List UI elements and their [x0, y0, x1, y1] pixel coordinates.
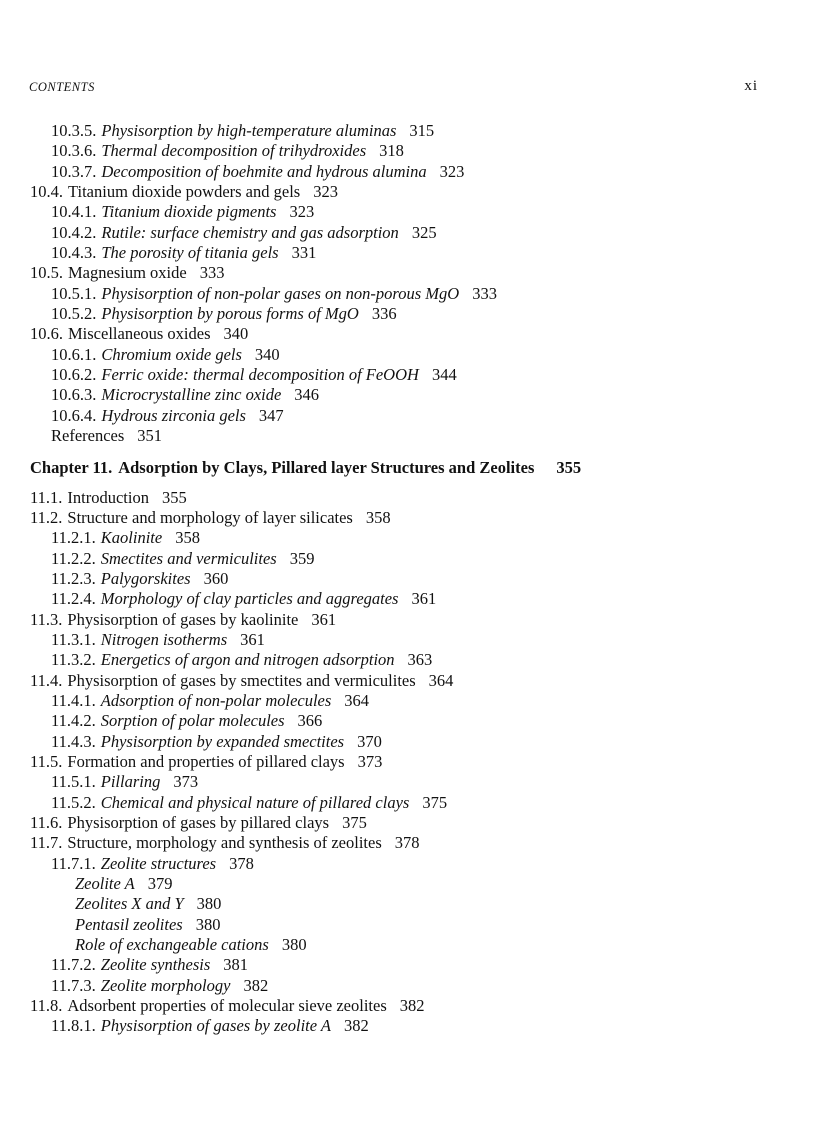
entry-title: Microcrystalline zinc oxide	[101, 385, 282, 405]
toc-entry	[30, 854, 770, 874]
table-of-contents	[30, 121, 770, 1037]
toc-entry	[30, 732, 770, 752]
entry-number: 11.7.2.	[51, 955, 96, 975]
entry-title: Physisorption of non-polar gases on non-porous MgO	[101, 283, 460, 303]
entry-number: 11.2.4.	[51, 589, 96, 609]
entry-number: 10.6.2.	[51, 365, 97, 385]
toc-entry	[30, 630, 770, 650]
chapter-title: Adsorption by Clays, Pillared layer Structures and Zeolites	[118, 457, 535, 477]
entry-number: 10.6.4.	[51, 405, 97, 425]
entry-number: 10.3.5.	[51, 121, 97, 140]
entry-title: References	[51, 426, 125, 446]
toc-entry	[30, 671, 770, 691]
toc-subentry	[30, 935, 770, 955]
entry-title: Miscellaneous oxides	[68, 324, 211, 344]
entry-number: 10.4.1.	[51, 202, 97, 222]
entry-page: 375	[342, 813, 367, 832]
entry-title: Smectites and vermiculites	[100, 548, 277, 568]
toc-entry	[30, 223, 770, 243]
running-head: CONTENTS	[29, 80, 95, 94]
toc-entry	[30, 650, 770, 670]
entry-title: Zeolite synthesis	[100, 955, 211, 975]
entry-title: Palygorskites	[100, 568, 191, 588]
entry-page: 380	[281, 935, 307, 955]
entry-page: 344	[431, 365, 457, 385]
entry-title: Zeolite morphology	[100, 975, 231, 995]
toc-entry	[30, 813, 770, 833]
toc-entry	[30, 589, 770, 609]
entry-page: 323	[313, 182, 338, 202]
entry-page: 378	[229, 853, 254, 873]
entry-number: 11.7.	[30, 833, 63, 853]
entry-number: 10.4.	[30, 182, 63, 202]
entry-number: 10.3.7.	[51, 161, 97, 181]
entry-number: 11.8.1.	[51, 1016, 96, 1036]
toc-entry	[30, 345, 770, 365]
entry-page: 333	[472, 283, 497, 303]
entry-title: Chemical and physical nature of pillared clays	[100, 792, 410, 812]
entry-number: 10.5.1.	[51, 283, 97, 303]
entry-title: Physisorption of gases by pillared clays	[67, 813, 330, 832]
entry-title: Physisorption by porous forms of MgO	[101, 304, 359, 324]
entry-page: 380	[195, 914, 221, 934]
entry-title: Titanium dioxide powders and gels	[68, 182, 301, 202]
entry-title: Zeolites X and Y	[75, 894, 184, 914]
entry-number: 11.5.1.	[51, 772, 96, 792]
toc-entry	[30, 976, 770, 996]
toc-subentry	[30, 894, 770, 914]
toc-entry	[30, 162, 770, 182]
entry-page: 361	[411, 589, 437, 609]
entry-page: 375	[422, 792, 448, 812]
entry-number: 11.5.2.	[51, 792, 96, 812]
toc-entry	[30, 385, 770, 405]
toc-subentry	[30, 874, 770, 894]
toc-entry	[30, 1016, 770, 1036]
entry-title: Ferric oxide: thermal decomposition of FeOOH	[101, 365, 419, 385]
toc-entry	[30, 141, 770, 161]
entry-title: Structure and morphology of layer silicates	[67, 507, 353, 527]
entry-page: 382	[399, 996, 425, 1016]
entry-page: 358	[365, 507, 391, 527]
entry-title: Zeolite structures	[100, 853, 217, 873]
entry-number: 11.2.3.	[51, 568, 96, 588]
entry-number: 11.6.	[30, 813, 63, 832]
entry-page: 364	[428, 670, 454, 690]
toc-entry	[30, 955, 770, 975]
toc-entry	[30, 833, 770, 853]
toc-entry	[30, 243, 770, 263]
entry-page: 351	[137, 426, 163, 446]
entry-page: 333	[199, 263, 225, 283]
entry-title: Decomposition of boehmite and hydrous alumina	[101, 161, 427, 181]
entry-number: 10.6.1.	[51, 344, 97, 364]
toc-entry	[30, 406, 770, 426]
entry-title: Adsorption of non-polar molecules	[100, 690, 332, 710]
entry-number: 11.4.	[30, 670, 63, 690]
entry-number: 11.7.1.	[51, 853, 96, 873]
entry-page: 361	[311, 609, 337, 629]
entry-title: Pentasil zeolites	[75, 914, 183, 934]
entry-title: Sorption of polar molecules	[100, 711, 285, 731]
entry-page: 360	[203, 568, 229, 588]
toc-entry	[30, 569, 770, 589]
entry-title: Adsorbent properties of molecular sieve zeolites	[67, 996, 387, 1016]
toc-entry	[30, 772, 770, 792]
toc-entry-references	[30, 426, 770, 446]
toc-entry	[30, 996, 770, 1016]
entry-title: Physisorption by expanded smectites	[100, 731, 345, 751]
entry-page: 323	[289, 202, 315, 222]
entry-title: Physisorption by high-temperature aluminas	[101, 121, 397, 140]
toc-entry	[30, 711, 770, 731]
entry-number: 10.3.6.	[51, 141, 97, 161]
entry-page: 364	[344, 690, 370, 710]
entry-title: Pillaring	[100, 772, 161, 792]
chapter-page: 355	[556, 457, 582, 477]
entry-page: 382	[243, 975, 269, 995]
toc-entry	[30, 202, 770, 222]
entry-number: 10.5.2.	[51, 304, 97, 324]
entry-number: 11.1.	[30, 487, 63, 507]
entry-number: 10.4.2.	[51, 222, 97, 242]
entry-number: 11.8.	[30, 996, 63, 1016]
entry-number: 11.4.3.	[51, 731, 96, 751]
entry-page: 382	[343, 1016, 369, 1036]
entry-page: 363	[407, 650, 433, 670]
entry-page: 373	[357, 751, 383, 771]
entry-number: 10.6.	[30, 324, 63, 344]
entry-title: Physisorption of gases by kaolinite	[67, 609, 299, 629]
entry-title: Chromium oxide gels	[101, 344, 242, 364]
entry-number: 10.6.3.	[51, 385, 97, 405]
toc-entry	[30, 528, 770, 548]
entry-title: The porosity of titania gels	[101, 243, 279, 263]
entry-title: Physisorption of gases by smectites and vermiculites	[67, 670, 416, 690]
entry-title: Titanium dioxide pigments	[101, 202, 277, 222]
entry-page: 359	[289, 548, 315, 568]
toc-entry	[30, 263, 770, 283]
toc-entry	[30, 549, 770, 569]
toc-entry	[30, 324, 770, 344]
toc-entry	[30, 610, 770, 630]
entry-title: Energetics of argon and nitrogen adsorption	[100, 650, 395, 670]
entry-title: Structure, morphology and synthesis of zeolites	[67, 833, 382, 853]
entry-page: 379	[147, 874, 173, 894]
entry-page: 318	[379, 141, 404, 161]
entry-page: 380	[196, 894, 222, 914]
entry-page: 358	[175, 528, 200, 548]
entry-number: 10.5.	[30, 263, 63, 283]
entry-title: Formation and properties of pillared clays	[67, 751, 345, 771]
entry-title: Rutile: surface chemistry and gas adsorption	[101, 222, 399, 242]
entry-title: Magnesium oxide	[68, 263, 187, 283]
toc-entry	[30, 182, 770, 202]
entry-number: 11.3.2.	[51, 650, 96, 670]
entry-title: Physisorption of gases by zeolite A	[100, 1016, 331, 1036]
toc-entry	[30, 488, 770, 508]
entry-title: Role of exchangeable cations	[75, 935, 269, 955]
page-number: xi	[744, 78, 758, 94]
chapter-label: Chapter 11.	[30, 457, 113, 477]
entry-page: 366	[297, 711, 323, 731]
entry-number: 11.4.1.	[51, 690, 96, 710]
toc-entry	[30, 508, 770, 528]
chapter-heading	[30, 457, 770, 479]
entry-page: 340	[254, 344, 280, 364]
entry-number: 10.4.3.	[51, 243, 97, 263]
entry-page: 325	[411, 222, 437, 242]
entry-title: Morphology of clay particles and aggregates	[100, 589, 399, 609]
entry-title: Nitrogen isotherms	[100, 629, 228, 649]
toc-entry	[30, 691, 770, 711]
entry-number: 11.5.	[30, 751, 63, 771]
entry-title: Hydrous zirconia gels	[101, 405, 246, 425]
entry-title: Thermal decomposition of trihydroxides	[101, 141, 367, 161]
entry-page: 340	[223, 324, 249, 344]
entry-page: 378	[394, 833, 420, 853]
entry-number: 11.2.2.	[51, 548, 96, 568]
entry-page: 361	[240, 629, 265, 649]
entry-page: 336	[371, 304, 397, 324]
entry-page: 370	[357, 731, 382, 751]
entry-page: 331	[291, 243, 317, 263]
entry-number: 11.3.	[30, 609, 63, 629]
entry-title: Kaolinite	[100, 528, 163, 548]
toc-entry	[30, 365, 770, 385]
toc-entry	[30, 752, 770, 772]
entry-page: 346	[294, 385, 320, 405]
toc-entry	[30, 121, 770, 141]
entry-number: 11.2.	[30, 507, 63, 527]
entry-number: 11.2.1.	[51, 528, 96, 548]
entry-page: 373	[173, 772, 199, 792]
entry-page: 355	[161, 487, 187, 507]
toc-entry	[30, 284, 770, 304]
toc-entry	[30, 793, 770, 813]
entry-page: 347	[258, 405, 284, 425]
toc-entry	[30, 304, 770, 324]
toc-subentry	[30, 915, 770, 935]
entry-number: 11.7.3.	[51, 975, 96, 995]
entry-page: 323	[439, 161, 465, 181]
entry-title: Zeolite A	[75, 874, 135, 894]
entry-number: 11.4.2.	[51, 711, 96, 731]
entry-page: 315	[409, 121, 435, 140]
entry-page: 381	[223, 955, 249, 975]
entry-title: Introduction	[67, 487, 149, 507]
entry-number: 11.3.1.	[51, 629, 96, 649]
